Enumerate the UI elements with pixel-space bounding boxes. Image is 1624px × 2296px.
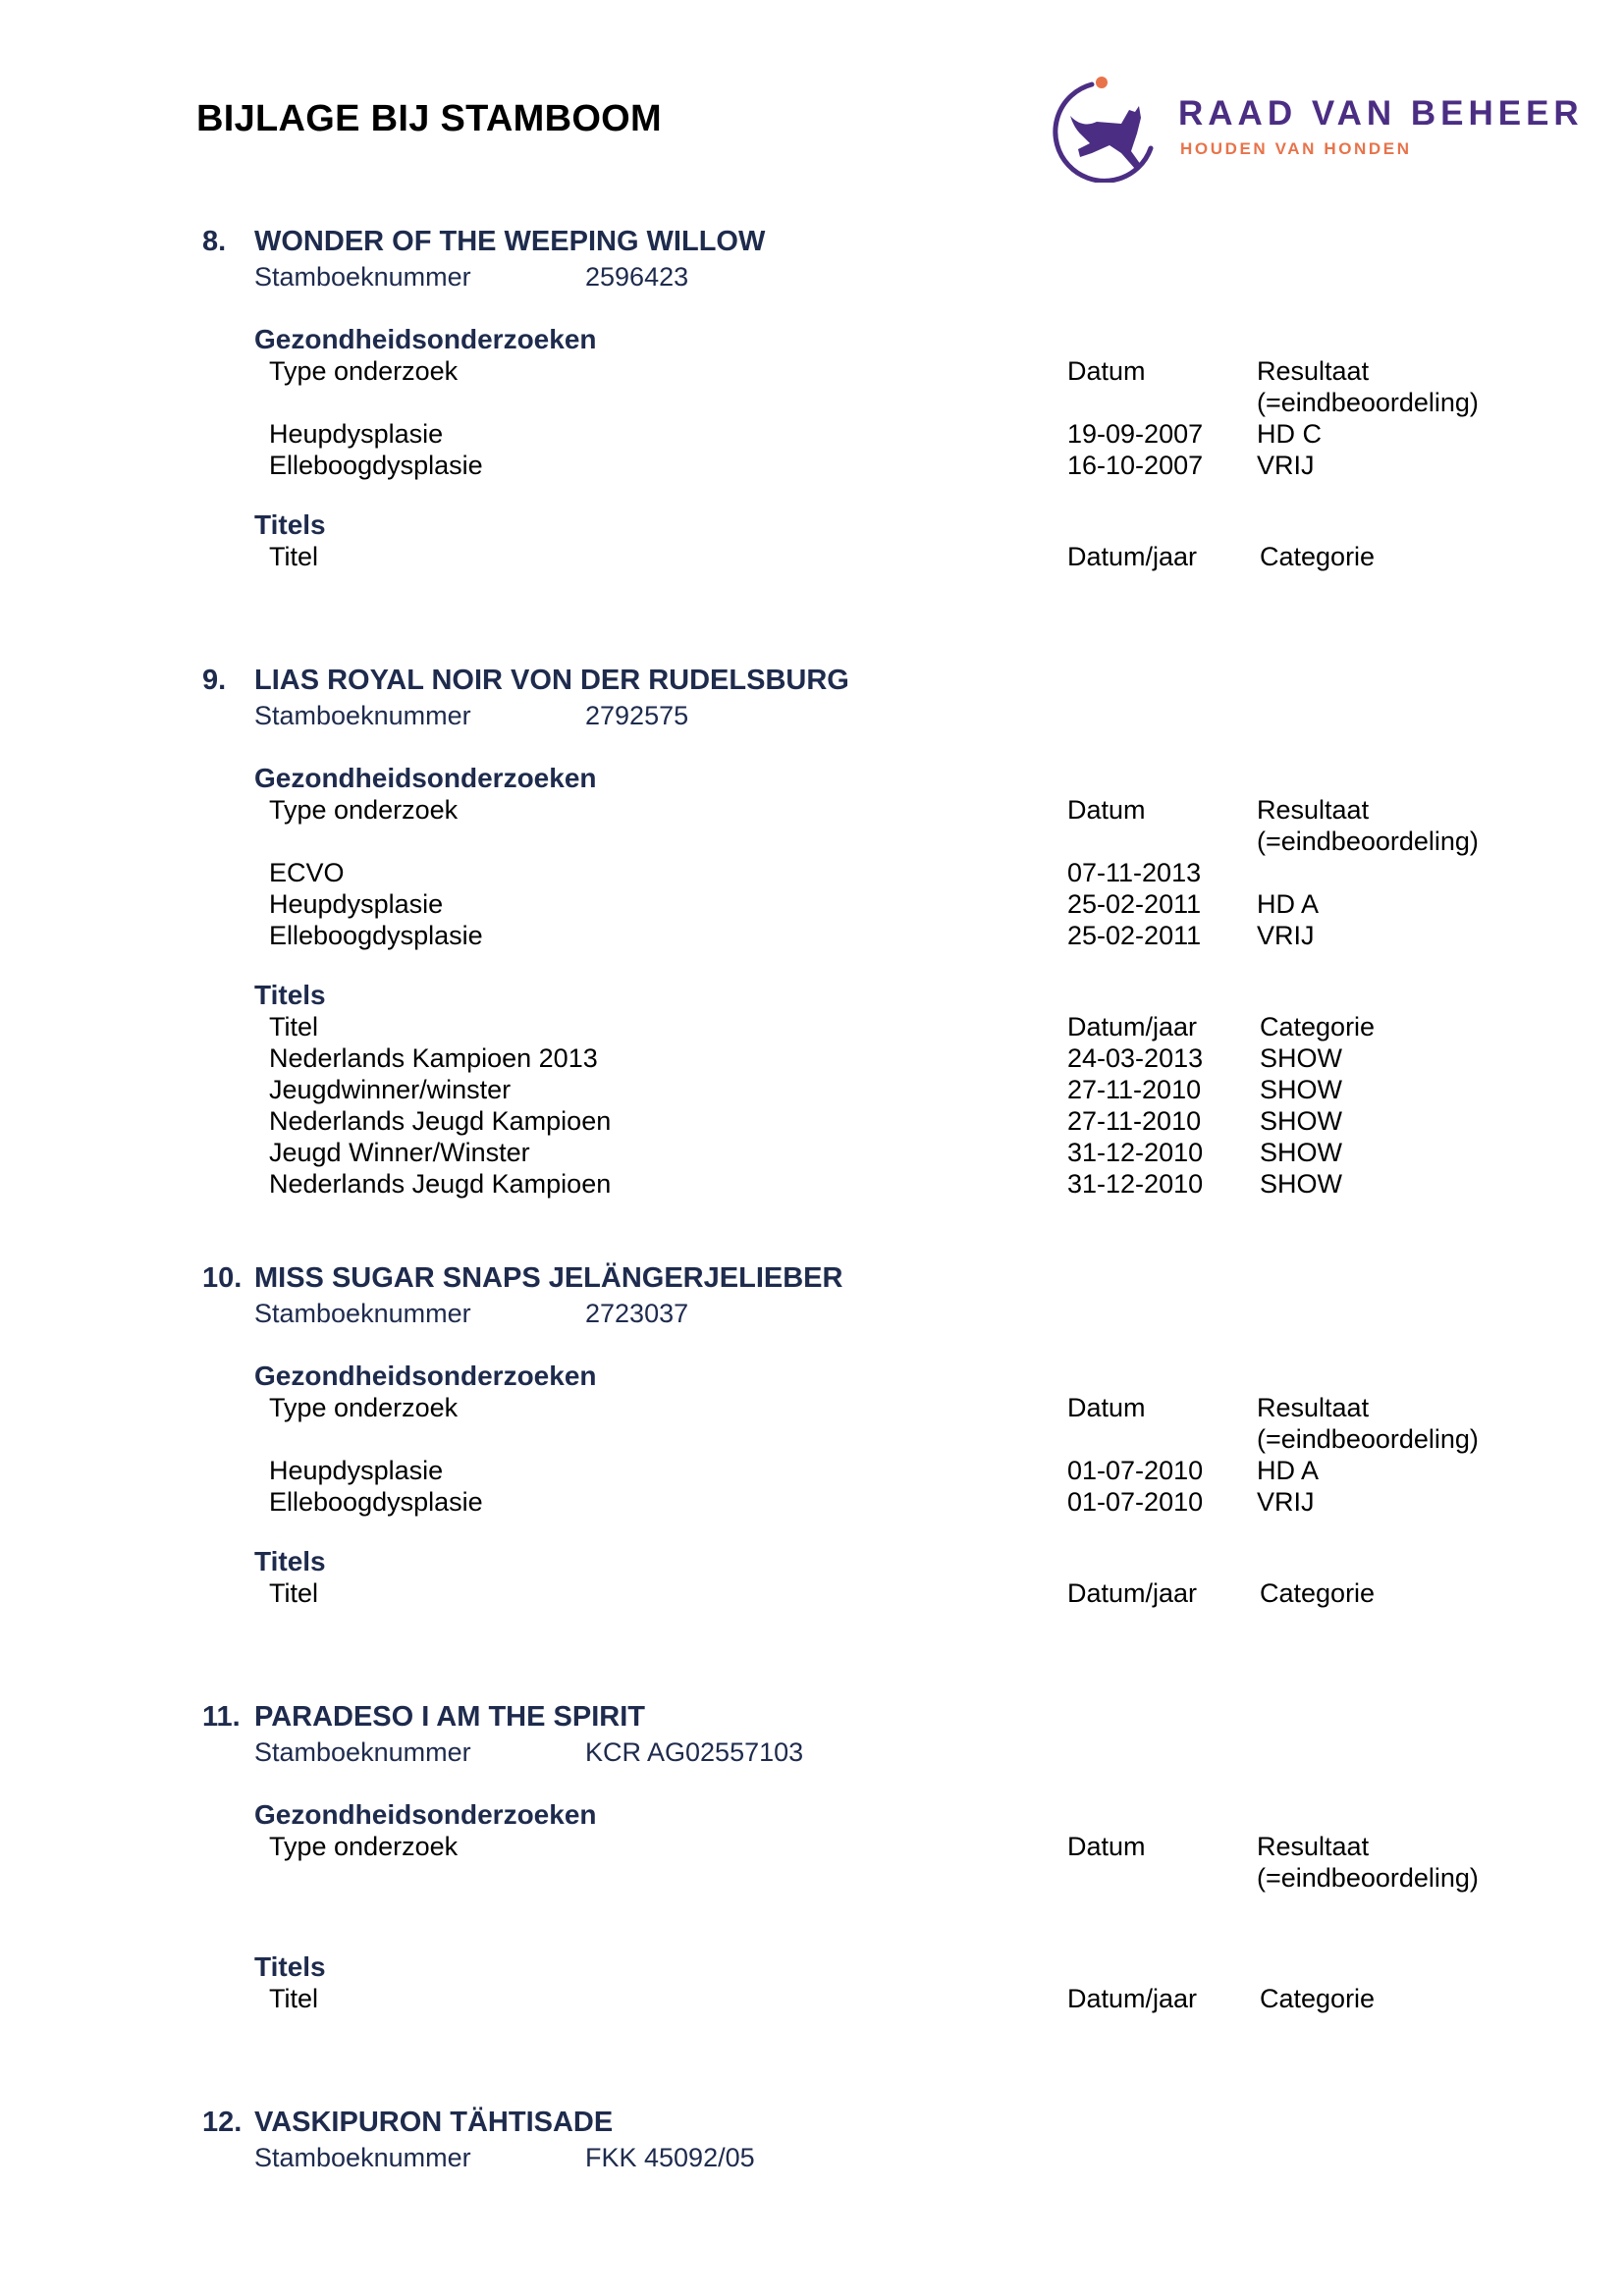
datum-column-header: Datum bbox=[1067, 1832, 1146, 1861]
health-heading: Gezondheidsonderzoeken bbox=[254, 324, 597, 354]
titles-header-row bbox=[0, 1983, 1624, 2014]
title-category: SHOW bbox=[1260, 1075, 1342, 1104]
title-date: 27-11-2010 bbox=[1067, 1106, 1202, 1136]
title-category: SHOW bbox=[1260, 1169, 1342, 1199]
type-column-header: Type onderzoek bbox=[269, 1393, 459, 1422]
document-title: BIJLAGE BIJ STAMBOOM bbox=[196, 98, 662, 139]
health-date: 01-07-2010 bbox=[1067, 1487, 1204, 1517]
titles-heading: Titels bbox=[254, 1951, 326, 1982]
title-category: SHOW bbox=[1260, 1138, 1342, 1167]
resultaat-column-subheader: (=eindbeoordeling) bbox=[1257, 388, 1479, 417]
health-date: 16-10-2007 bbox=[1067, 451, 1204, 480]
titles-heading-row bbox=[0, 980, 1624, 1011]
health-result: VRIJ bbox=[1257, 921, 1315, 950]
type-column-header: Type onderzoek bbox=[269, 795, 459, 825]
health-header-row bbox=[0, 794, 1624, 826]
health-date: 25-02-2011 bbox=[1067, 889, 1202, 919]
dog-entry bbox=[0, 1260, 1624, 1638]
datum-column-header: Datum bbox=[1067, 356, 1146, 386]
categorie-column-header: Categorie bbox=[1260, 1012, 1376, 1041]
titles-header-row bbox=[0, 1011, 1624, 1042]
dog-entry bbox=[0, 2105, 1624, 2175]
titles-header-row bbox=[0, 1577, 1624, 1609]
health-header-row-2 bbox=[0, 826, 1624, 857]
health-header-row bbox=[0, 1392, 1624, 1423]
titel-column-header: Titel bbox=[269, 1012, 319, 1041]
datum-jaar-column-header: Datum/jaar bbox=[1067, 1578, 1198, 1608]
categorie-column-header: Categorie bbox=[1260, 542, 1376, 571]
resultaat-column-header: Resultaat bbox=[1257, 1832, 1370, 1861]
health-row bbox=[0, 888, 1624, 920]
title-name: Nederlands Jeugd Kampioen bbox=[269, 1106, 612, 1136]
titles-heading-row bbox=[0, 1951, 1624, 1983]
type-column-header: Type onderzoek bbox=[269, 1832, 459, 1861]
health-result: HD A bbox=[1257, 889, 1320, 919]
stamboeknummer-label: Stamboeknummer bbox=[254, 701, 471, 730]
title-category: SHOW bbox=[1260, 1043, 1342, 1073]
health-type: Elleboogdysplasie bbox=[269, 1487, 483, 1517]
health-type: Heupdysplasie bbox=[269, 889, 444, 919]
health-type: ECVO bbox=[269, 858, 345, 887]
resultaat-column-subheader: (=eindbeoordeling) bbox=[1257, 827, 1479, 856]
stamboeknummer-label: Stamboeknummer bbox=[254, 262, 471, 292]
health-header-row-2 bbox=[0, 387, 1624, 418]
dog-entry bbox=[0, 663, 1624, 1200]
dog-header bbox=[0, 1260, 1624, 1296]
dog-name: PARADESO I AM THE SPIRIT bbox=[254, 1701, 645, 1733]
stamboeknummer-label: Stamboeknummer bbox=[254, 1299, 471, 1328]
datum-column-header: Datum bbox=[1067, 795, 1146, 825]
health-row bbox=[0, 418, 1624, 450]
stamboeknummer-row bbox=[0, 259, 1624, 294]
dog-number: 9. bbox=[202, 665, 227, 696]
title-row bbox=[0, 1042, 1624, 1074]
raad-van-beheer-logo bbox=[1053, 75, 1584, 183]
health-row bbox=[0, 1455, 1624, 1486]
health-heading-row bbox=[0, 763, 1624, 794]
resultaat-column-subheader: (=eindbeoordeling) bbox=[1257, 1863, 1479, 1893]
title-name: Nederlands Jeugd Kampioen bbox=[269, 1169, 612, 1199]
health-header-row-2 bbox=[0, 1862, 1624, 1894]
titles-heading: Titels bbox=[254, 509, 326, 540]
stamboeknummer-row bbox=[0, 698, 1624, 733]
dog-name: MISS SUGAR SNAPS JELÄNGERJELIEBER bbox=[254, 1262, 843, 1294]
stamboeknummer-value: FKK 45092/05 bbox=[585, 2143, 755, 2172]
titles-heading: Titels bbox=[254, 1546, 326, 1576]
health-type: Heupdysplasie bbox=[269, 1456, 444, 1485]
health-result: VRIJ bbox=[1257, 451, 1315, 480]
categorie-column-header: Categorie bbox=[1260, 1578, 1376, 1608]
stamboeknummer-label: Stamboeknummer bbox=[254, 1737, 471, 1767]
dog-name: VASKIPURON TÄHTISADE bbox=[254, 2107, 614, 2138]
health-heading: Gezondheidsonderzoeken bbox=[254, 763, 597, 793]
title-row bbox=[0, 1137, 1624, 1168]
datum-jaar-column-header: Datum/jaar bbox=[1067, 542, 1198, 571]
titles-heading-row bbox=[0, 1546, 1624, 1577]
stamboeknummer-value: KCR AG02557103 bbox=[585, 1737, 804, 1767]
dog-number: 11. bbox=[202, 1701, 241, 1733]
health-result: HD C bbox=[1257, 419, 1322, 449]
dog-header bbox=[0, 1699, 1624, 1735]
health-date: 01-07-2010 bbox=[1067, 1456, 1204, 1485]
title-name: Nederlands Kampioen 2013 bbox=[269, 1043, 598, 1073]
datum-jaar-column-header: Datum/jaar bbox=[1067, 1012, 1198, 1041]
title-row bbox=[0, 1074, 1624, 1105]
stamboeknummer-value: 2723037 bbox=[585, 1299, 689, 1328]
dog-number: 8. bbox=[202, 226, 227, 257]
health-header-row bbox=[0, 355, 1624, 387]
health-type: Elleboogdysplasie bbox=[269, 451, 483, 480]
health-heading: Gezondheidsonderzoeken bbox=[254, 1361, 597, 1391]
health-row bbox=[0, 857, 1624, 888]
resultaat-column-header: Resultaat bbox=[1257, 795, 1370, 825]
health-header-row-2 bbox=[0, 1423, 1624, 1455]
stamboeknummer-value: 2792575 bbox=[585, 701, 689, 730]
dog-entry bbox=[0, 224, 1624, 602]
health-result: HD A bbox=[1257, 1456, 1320, 1485]
health-heading-row bbox=[0, 1361, 1624, 1392]
titel-column-header: Titel bbox=[269, 542, 319, 571]
logo-brand-text: RAAD VAN BEHEER bbox=[1178, 94, 1584, 133]
logo-tagline: HOUDEN VAN HONDEN bbox=[1180, 139, 1412, 158]
stamboeknummer-row bbox=[0, 1296, 1624, 1331]
titles-heading-row bbox=[0, 509, 1624, 541]
datum-jaar-column-header: Datum/jaar bbox=[1067, 1984, 1198, 2013]
title-date: 31-12-2010 bbox=[1067, 1169, 1204, 1199]
dog-header bbox=[0, 663, 1624, 698]
health-result: VRIJ bbox=[1257, 1487, 1315, 1517]
health-row bbox=[0, 920, 1624, 951]
stamboeknummer-row bbox=[0, 2140, 1624, 2175]
datum-column-header: Datum bbox=[1067, 1393, 1146, 1422]
titles-header-row bbox=[0, 541, 1624, 572]
dog-list bbox=[0, 224, 1624, 2236]
dog-number: 10. bbox=[202, 1262, 243, 1294]
stamboeknummer-value: 2596423 bbox=[585, 262, 689, 292]
title-date: 31-12-2010 bbox=[1067, 1138, 1204, 1167]
dog-header bbox=[0, 224, 1624, 259]
health-date: 19-09-2007 bbox=[1067, 419, 1204, 449]
resultaat-column-header: Resultaat bbox=[1257, 1393, 1370, 1422]
health-type: Heupdysplasie bbox=[269, 419, 444, 449]
title-name: Jeugd Winner/Winster bbox=[269, 1138, 530, 1167]
title-category: SHOW bbox=[1260, 1106, 1342, 1136]
type-column-header: Type onderzoek bbox=[269, 356, 459, 386]
dog-name: LIAS ROYAL NOIR VON DER RUDELSBURG bbox=[254, 665, 849, 696]
health-row bbox=[0, 1486, 1624, 1518]
health-heading: Gezondheidsonderzoeken bbox=[254, 1799, 597, 1830]
dog-number: 12. bbox=[202, 2107, 243, 2138]
health-type: Elleboogdysplasie bbox=[269, 921, 483, 950]
health-heading-row bbox=[0, 324, 1624, 355]
titles-heading: Titels bbox=[254, 980, 326, 1010]
title-row bbox=[0, 1168, 1624, 1200]
titel-column-header: Titel bbox=[269, 1578, 319, 1608]
titel-column-header: Titel bbox=[269, 1984, 319, 2013]
health-heading-row bbox=[0, 1799, 1624, 1831]
health-date: 25-02-2011 bbox=[1067, 921, 1202, 950]
health-header-row bbox=[0, 1831, 1624, 1862]
stamboeknummer-label: Stamboeknummer bbox=[254, 2143, 471, 2172]
stamboeknummer-row bbox=[0, 1735, 1624, 1770]
health-date: 07-11-2013 bbox=[1067, 858, 1202, 887]
title-name: Jeugdwinner/winster bbox=[269, 1075, 512, 1104]
health-row bbox=[0, 450, 1624, 481]
title-date: 27-11-2010 bbox=[1067, 1075, 1202, 1104]
title-row bbox=[0, 1105, 1624, 1137]
dog-name: WONDER OF THE WEEPING WILLOW bbox=[254, 226, 766, 257]
categorie-column-header: Categorie bbox=[1260, 1984, 1376, 2013]
dog-entry bbox=[0, 1699, 1624, 2044]
dog-logo-icon bbox=[1053, 75, 1170, 183]
title-date: 24-03-2013 bbox=[1067, 1043, 1204, 1073]
resultaat-column-header: Resultaat bbox=[1257, 356, 1370, 386]
dog-header bbox=[0, 2105, 1624, 2140]
resultaat-column-subheader: (=eindbeoordeling) bbox=[1257, 1424, 1479, 1454]
